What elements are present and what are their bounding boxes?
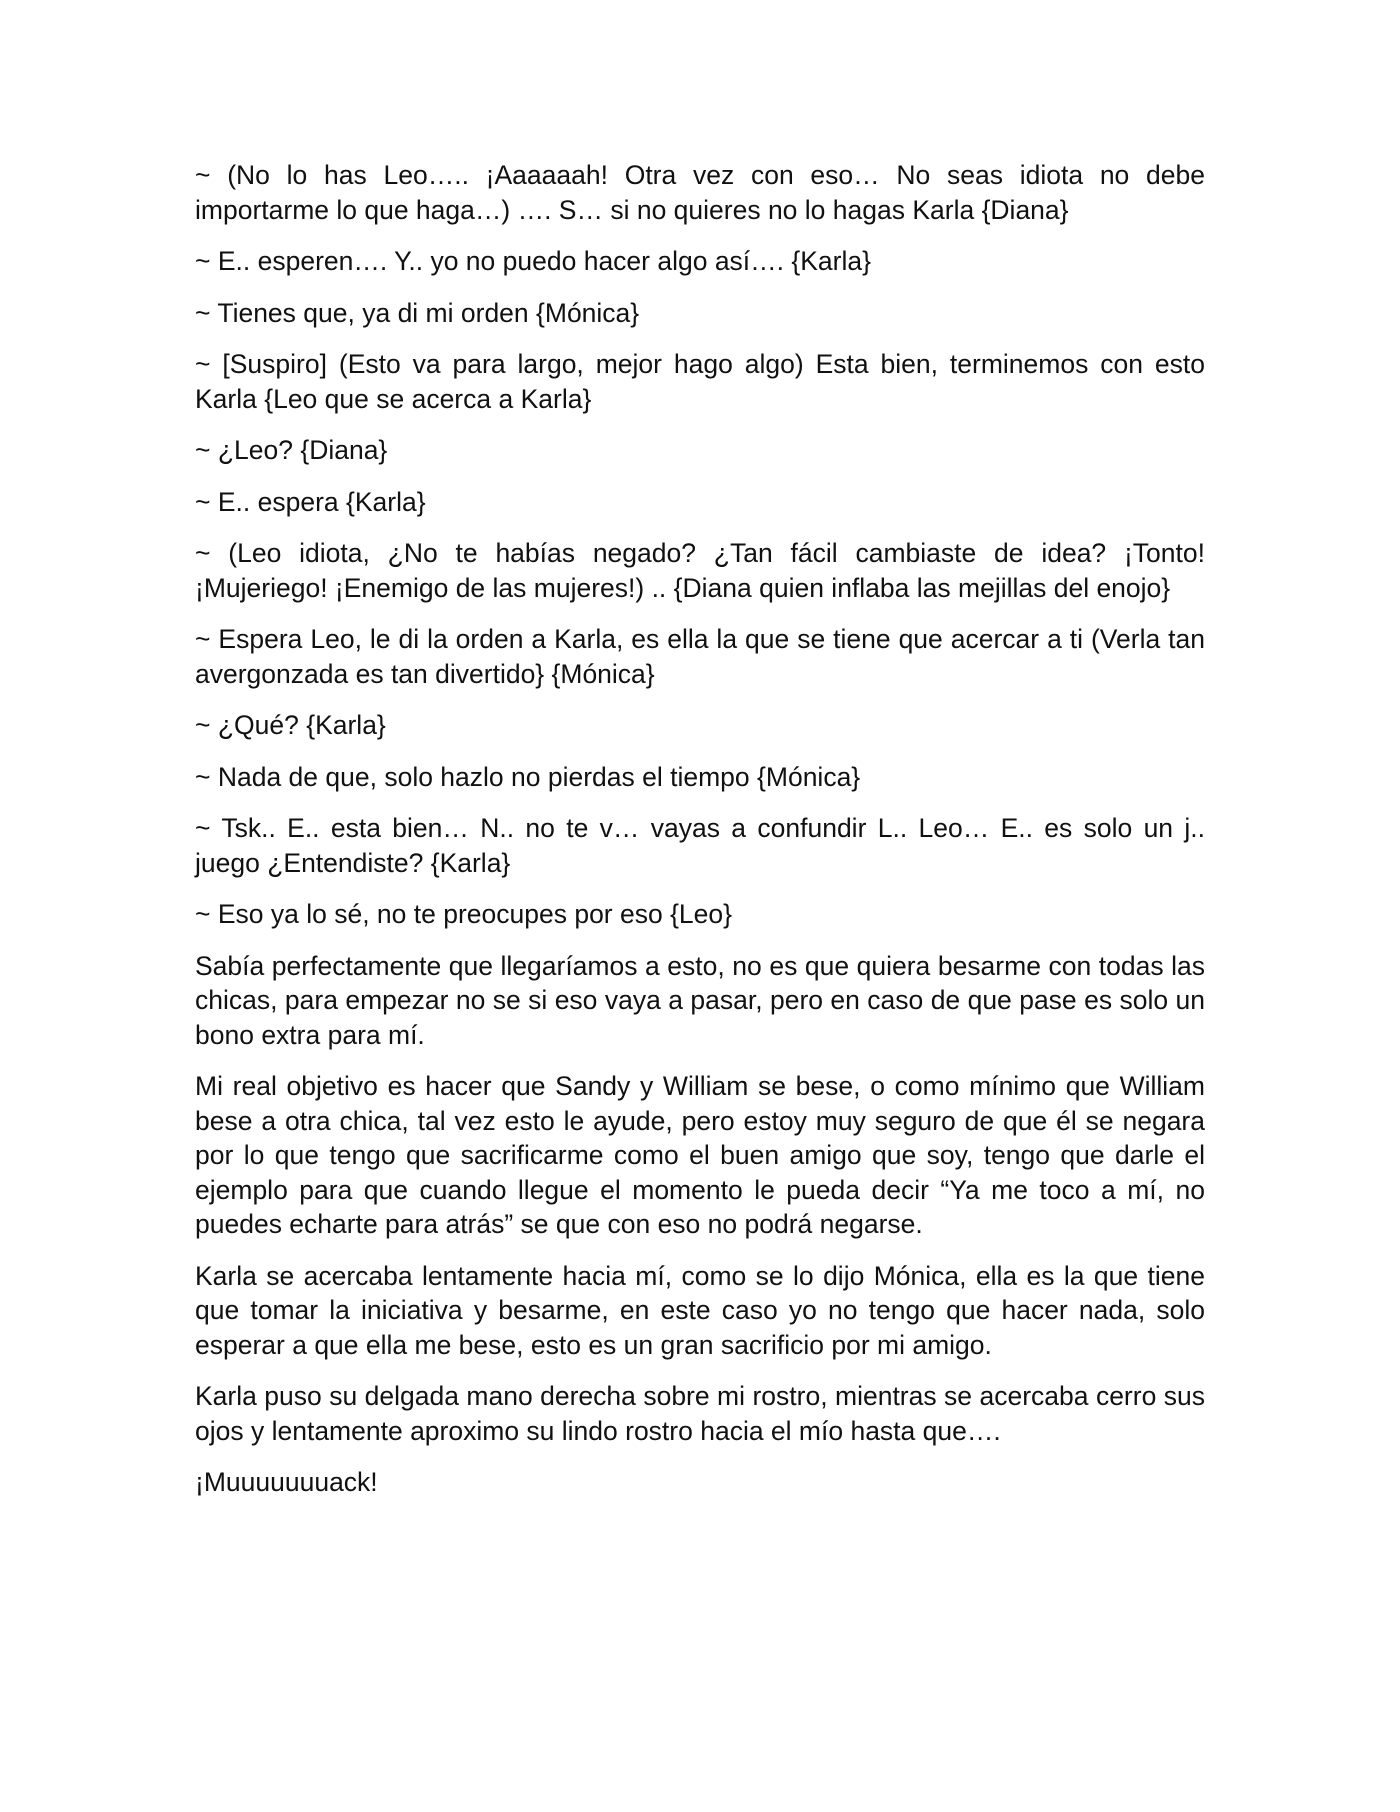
paragraph: ~ ¿Qué? {Karla} — [195, 710, 386, 740]
paragraph: ~ ¿Leo? {Diana} — [195, 435, 388, 465]
paragraph: ~ E.. esperen…. Y.. yo no puedo hacer algo así…. {Karla} — [195, 246, 871, 276]
paragraph: ¡Muuuuuuuack! — [195, 1467, 378, 1497]
paragraph: ~ Espera Leo, le di la orden a Karla, es ella la que se tiene que acercar a ti (Verla tan avergonzada es tan divertido} {Mónica} — [195, 624, 1205, 689]
paragraph: ~ Eso ya lo sé, no te preocupes por eso {Leo} — [195, 899, 733, 929]
document-page — [195, 158, 1205, 1517]
paragraph: ~ Tsk.. E.. esta bien… N.. no te v… vayas a confundir L.. Leo… E.. es solo un j.. juego ¿Entendiste? {Karla} — [195, 813, 1205, 878]
paragraph: Mi real objetivo es hacer que Sandy y William se bese, o como mínimo que William bese a otra chica, tal vez esto le ayude, pero estoy muy seguro de que él se negara por lo que tengo que sacrificarme como el buen amigo que soy, tengo que darle el ejemplo para que cuando llegue el momento le pueda decir “Ya me toco a mí, no puedes echarte para atrás” se que con eso no podrá negarse. — [195, 1071, 1205, 1239]
paragraph: Karla puso su delgada mano derecha sobre mi rostro, mientras se acercaba cerro sus ojos y lentamente aproximo su lindo rostro hacia el mío hasta que…. — [195, 1381, 1205, 1446]
paragraph: ~ [Suspiro] (Esto va para largo, mejor hago algo) Esta bien, terminemos con esto Karla {Leo que se acerca a Karla} — [195, 349, 1205, 414]
paragraph: Karla se acercaba lentamente hacia mí, como se lo dijo Mónica, ella es la que tiene que tomar la iniciativa y besarme, en este caso yo no tengo que hacer nada, solo esperar a que ella me bese, esto es un gran sacrificio por mi amigo. — [195, 1260, 1205, 1360]
paragraph: ~ (No lo has Leo….. ¡Aaaaaah! Otra vez con eso… No seas idiota no debe importarme lo que haga…) …. S… si no quieres no lo hagas Karla {Diana} — [195, 160, 1205, 225]
paragraph: Sabía perfectamente que llegaríamos a esto, no es que quiera besarme con todas las chicas, para empezar no se si eso vaya a pasar, pero en caso de que pase es solo un bono extra para mí. — [195, 950, 1205, 1050]
paragraph: ~ Tienes que, ya di mi orden {Mónica} — [195, 297, 640, 328]
paragraph: ~ E.. espera {Karla} — [195, 486, 426, 517]
paragraph: ~ Nada de que, solo hazlo no pierdas el tiempo {Mónica} — [195, 761, 861, 792]
paragraph: ~ (Leo idiota, ¿No te habías negado? ¿Tan fácil cambiaste de idea? ¡Tonto! ¡Mujeriego! ¡Enemigo de las mujeres!) .. {Diana quien inflaba las mejillas del enojo} — [195, 538, 1205, 603]
